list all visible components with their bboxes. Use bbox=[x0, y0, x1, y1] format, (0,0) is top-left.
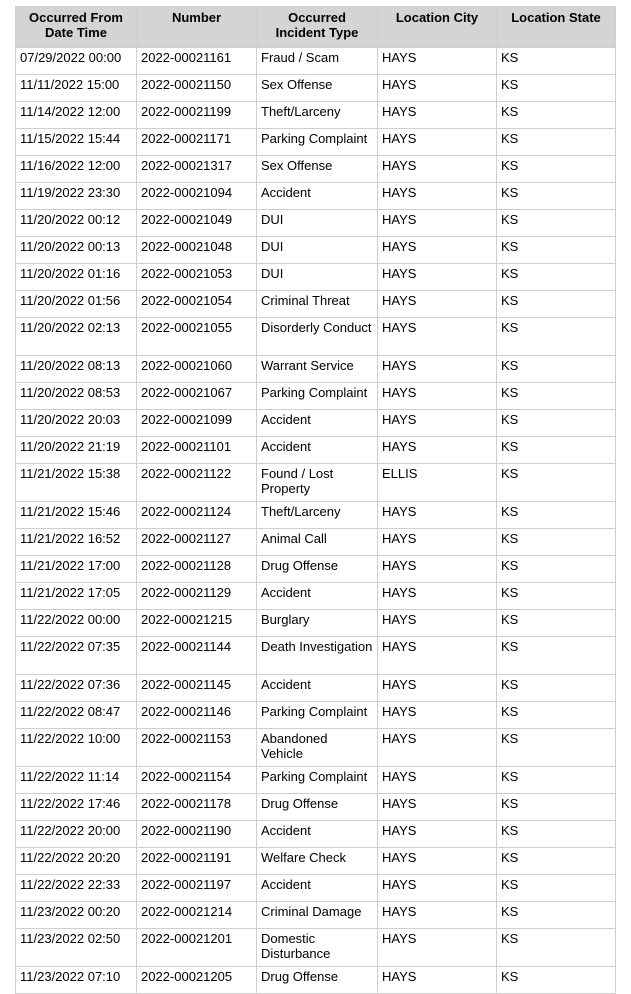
cell-location-state: KS bbox=[497, 210, 616, 237]
cell-location-state: KS bbox=[497, 556, 616, 583]
cell-incident-type: Accident bbox=[257, 821, 378, 848]
cell-number: 2022-00021214 bbox=[137, 902, 257, 929]
cell-number: 2022-00021067 bbox=[137, 383, 257, 410]
cell-location-city: HAYS bbox=[378, 767, 497, 794]
cell-number: 2022-00021127 bbox=[137, 529, 257, 556]
table-row bbox=[16, 767, 616, 794]
cell-location-state: KS bbox=[497, 502, 616, 529]
cell-location-state: KS bbox=[497, 129, 616, 156]
cell-date-time: 11/20/2022 01:16 bbox=[16, 264, 137, 291]
table-row bbox=[16, 875, 616, 902]
cell-number: 2022-00021205 bbox=[137, 967, 257, 994]
cell-location-city: HAYS bbox=[378, 318, 497, 356]
table-row bbox=[16, 237, 616, 264]
cell-location-state: KS bbox=[497, 848, 616, 875]
table-row bbox=[16, 318, 616, 356]
cell-number: 2022-00021199 bbox=[137, 102, 257, 129]
cell-number: 2022-00021054 bbox=[137, 291, 257, 318]
cell-number: 2022-00021099 bbox=[137, 410, 257, 437]
cell-location-city: HAYS bbox=[378, 729, 497, 767]
cell-number: 2022-00021128 bbox=[137, 556, 257, 583]
cell-date-time: 07/29/2022 00:00 bbox=[16, 48, 137, 75]
cell-location-state: KS bbox=[497, 767, 616, 794]
cell-location-city: HAYS bbox=[378, 675, 497, 702]
table-row bbox=[16, 556, 616, 583]
table-row bbox=[16, 183, 616, 210]
table-row bbox=[16, 637, 616, 675]
cell-incident-type: Accident bbox=[257, 183, 378, 210]
cell-location-state: KS bbox=[497, 637, 616, 675]
cell-number: 2022-00021150 bbox=[137, 75, 257, 102]
cell-incident-type: Drug Offense bbox=[257, 967, 378, 994]
table-row bbox=[16, 902, 616, 929]
cell-number: 2022-00021094 bbox=[137, 183, 257, 210]
cell-location-state: KS bbox=[497, 464, 616, 502]
table-row bbox=[16, 129, 616, 156]
cell-location-state: KS bbox=[497, 291, 616, 318]
cell-location-city: HAYS bbox=[378, 264, 497, 291]
cell-number: 2022-00021191 bbox=[137, 848, 257, 875]
cell-date-time: 11/21/2022 16:52 bbox=[16, 529, 137, 556]
cell-number: 2022-00021190 bbox=[137, 821, 257, 848]
cell-date-time: 11/22/2022 22:33 bbox=[16, 875, 137, 902]
cell-location-state: KS bbox=[497, 183, 616, 210]
cell-location-state: KS bbox=[497, 410, 616, 437]
table-row bbox=[16, 291, 616, 318]
cell-date-time: 11/22/2022 11:14 bbox=[16, 767, 137, 794]
cell-date-time: 11/16/2022 12:00 bbox=[16, 156, 137, 183]
cell-location-city: HAYS bbox=[378, 702, 497, 729]
header-occurred-incident-type bbox=[257, 7, 378, 48]
cell-date-time: 11/20/2022 20:03 bbox=[16, 410, 137, 437]
table-row bbox=[16, 102, 616, 129]
header-location-city bbox=[378, 7, 497, 48]
cell-location-city: HAYS bbox=[378, 556, 497, 583]
table-row bbox=[16, 729, 616, 767]
table-row bbox=[16, 437, 616, 464]
cell-incident-type: Parking Complaint bbox=[257, 129, 378, 156]
cell-location-city: HAYS bbox=[378, 875, 497, 902]
cell-date-time: 11/20/2022 00:12 bbox=[16, 210, 137, 237]
cell-number: 2022-00021060 bbox=[137, 356, 257, 383]
cell-incident-type: Drug Offense bbox=[257, 794, 378, 821]
cell-location-state: KS bbox=[497, 929, 616, 967]
cell-number: 2022-00021145 bbox=[137, 675, 257, 702]
cell-date-time: 11/21/2022 15:38 bbox=[16, 464, 137, 502]
cell-location-state: KS bbox=[497, 48, 616, 75]
cell-number: 2022-00021171 bbox=[137, 129, 257, 156]
header-line: Location City bbox=[395, 10, 479, 25]
cell-number: 2022-00021178 bbox=[137, 794, 257, 821]
cell-incident-type: Found / Lost Property bbox=[257, 464, 378, 502]
cell-location-city: HAYS bbox=[378, 583, 497, 610]
header-occurred-from-date-time bbox=[16, 7, 137, 48]
cell-location-state: KS bbox=[497, 529, 616, 556]
cell-date-time: 11/23/2022 00:20 bbox=[16, 902, 137, 929]
cell-incident-type: Accident bbox=[257, 583, 378, 610]
cell-location-state: KS bbox=[497, 156, 616, 183]
cell-location-state: KS bbox=[497, 821, 616, 848]
cell-location-city: HAYS bbox=[378, 610, 497, 637]
cell-date-time: 11/21/2022 17:05 bbox=[16, 583, 137, 610]
cell-incident-type: Animal Call bbox=[257, 529, 378, 556]
cell-location-city: HAYS bbox=[378, 102, 497, 129]
cell-incident-type: Drug Offense bbox=[257, 556, 378, 583]
cell-incident-type: Criminal Damage bbox=[257, 902, 378, 929]
cell-location-city: HAYS bbox=[378, 183, 497, 210]
cell-number: 2022-00021215 bbox=[137, 610, 257, 637]
cell-location-state: KS bbox=[497, 702, 616, 729]
cell-location-city: HAYS bbox=[378, 794, 497, 821]
cell-date-time: 11/15/2022 15:44 bbox=[16, 129, 137, 156]
cell-date-time: 11/19/2022 23:30 bbox=[16, 183, 137, 210]
cell-location-state: KS bbox=[497, 437, 616, 464]
cell-incident-type: Fraud / Scam bbox=[257, 48, 378, 75]
cell-date-time: 11/14/2022 12:00 bbox=[16, 102, 137, 129]
cell-date-time: 11/20/2022 08:53 bbox=[16, 383, 137, 410]
cell-location-state: KS bbox=[497, 610, 616, 637]
cell-incident-type: Theft/Larceny bbox=[257, 502, 378, 529]
table-row bbox=[16, 529, 616, 556]
cell-date-time: 11/23/2022 07:10 bbox=[16, 967, 137, 994]
table-row bbox=[16, 583, 616, 610]
table-row bbox=[16, 264, 616, 291]
cell-date-time: 11/22/2022 08:47 bbox=[16, 702, 137, 729]
table-row bbox=[16, 464, 616, 502]
cell-location-city: HAYS bbox=[378, 129, 497, 156]
cell-incident-type: Parking Complaint bbox=[257, 767, 378, 794]
cell-date-time: 11/22/2022 10:00 bbox=[16, 729, 137, 767]
table-body bbox=[16, 48, 616, 994]
cell-incident-type: Sex Offense bbox=[257, 75, 378, 102]
cell-number: 2022-00021101 bbox=[137, 437, 257, 464]
cell-number: 2022-00021201 bbox=[137, 929, 257, 967]
cell-number: 2022-00021153 bbox=[137, 729, 257, 767]
cell-number: 2022-00021317 bbox=[137, 156, 257, 183]
cell-incident-type: Burglary bbox=[257, 610, 378, 637]
cell-date-time: 11/11/2022 15:00 bbox=[16, 75, 137, 102]
cell-incident-type: Accident bbox=[257, 437, 378, 464]
incident-report-table bbox=[15, 6, 616, 994]
cell-location-state: KS bbox=[497, 902, 616, 929]
cell-location-city: HAYS bbox=[378, 237, 497, 264]
cell-incident-type: Accident bbox=[257, 410, 378, 437]
cell-location-state: KS bbox=[497, 356, 616, 383]
table-row bbox=[16, 675, 616, 702]
table-row bbox=[16, 383, 616, 410]
cell-date-time: 11/22/2022 20:20 bbox=[16, 848, 137, 875]
cell-location-city: HAYS bbox=[378, 529, 497, 556]
cell-date-time: 11/22/2022 00:00 bbox=[16, 610, 137, 637]
header-line: Occurred From bbox=[29, 10, 123, 25]
cell-location-city: HAYS bbox=[378, 502, 497, 529]
cell-location-city: HAYS bbox=[378, 637, 497, 675]
cell-incident-type: Parking Complaint bbox=[257, 383, 378, 410]
cell-location-city: HAYS bbox=[378, 902, 497, 929]
cell-number: 2022-00021053 bbox=[137, 264, 257, 291]
cell-incident-type: Warrant Service bbox=[257, 356, 378, 383]
cell-incident-type: DUI bbox=[257, 237, 378, 264]
cell-location-city: HAYS bbox=[378, 383, 497, 410]
cell-location-state: KS bbox=[497, 75, 616, 102]
table-row bbox=[16, 929, 616, 967]
cell-number: 2022-00021124 bbox=[137, 502, 257, 529]
table-row bbox=[16, 210, 616, 237]
table-row bbox=[16, 502, 616, 529]
cell-location-city: HAYS bbox=[378, 210, 497, 237]
cell-location-city: HAYS bbox=[378, 967, 497, 994]
cell-date-time: 11/20/2022 01:56 bbox=[16, 291, 137, 318]
table-row bbox=[16, 610, 616, 637]
cell-date-time: 11/20/2022 02:13 bbox=[16, 318, 137, 356]
cell-date-time: 11/22/2022 07:36 bbox=[16, 675, 137, 702]
cell-date-time: 11/20/2022 00:13 bbox=[16, 237, 137, 264]
cell-incident-type: DUI bbox=[257, 264, 378, 291]
cell-incident-type: Accident bbox=[257, 675, 378, 702]
table-row bbox=[16, 794, 616, 821]
cell-date-time: 11/20/2022 21:19 bbox=[16, 437, 137, 464]
cell-incident-type: Abandoned Vehicle bbox=[257, 729, 378, 767]
cell-location-city: HAYS bbox=[378, 929, 497, 967]
header-number bbox=[137, 7, 257, 48]
cell-number: 2022-00021048 bbox=[137, 237, 257, 264]
table-row bbox=[16, 48, 616, 75]
header-line: Incident Type bbox=[275, 25, 359, 40]
cell-location-state: KS bbox=[497, 318, 616, 356]
cell-location-state: KS bbox=[497, 794, 616, 821]
cell-incident-type: Sex Offense bbox=[257, 156, 378, 183]
cell-incident-type: Disorderly Conduct bbox=[257, 318, 378, 356]
header-line: Occurred bbox=[288, 10, 346, 25]
cell-location-state: KS bbox=[497, 729, 616, 767]
cell-date-time: 11/20/2022 08:13 bbox=[16, 356, 137, 383]
cell-date-time: 11/23/2022 02:50 bbox=[16, 929, 137, 967]
cell-location-state: KS bbox=[497, 102, 616, 129]
header-line: Number bbox=[171, 10, 222, 25]
cell-number: 2022-00021055 bbox=[137, 318, 257, 356]
header-row bbox=[16, 7, 616, 48]
table-row bbox=[16, 356, 616, 383]
cell-incident-type: Domestic Disturbance bbox=[257, 929, 378, 967]
table-row bbox=[16, 821, 616, 848]
cell-number: 2022-00021197 bbox=[137, 875, 257, 902]
cell-location-city: HAYS bbox=[378, 156, 497, 183]
cell-number: 2022-00021154 bbox=[137, 767, 257, 794]
cell-location-city: HAYS bbox=[378, 356, 497, 383]
cell-incident-type: Death Investigation bbox=[257, 637, 378, 675]
cell-incident-type: Criminal Threat bbox=[257, 291, 378, 318]
cell-number: 2022-00021049 bbox=[137, 210, 257, 237]
cell-number: 2022-00021122 bbox=[137, 464, 257, 502]
cell-date-time: 11/22/2022 17:46 bbox=[16, 794, 137, 821]
table-row bbox=[16, 410, 616, 437]
cell-location-state: KS bbox=[497, 675, 616, 702]
cell-incident-type: DUI bbox=[257, 210, 378, 237]
table-row bbox=[16, 702, 616, 729]
cell-location-city: HAYS bbox=[378, 291, 497, 318]
table-row bbox=[16, 156, 616, 183]
cell-date-time: 11/21/2022 17:00 bbox=[16, 556, 137, 583]
cell-location-city: ELLIS bbox=[378, 464, 497, 502]
cell-location-city: HAYS bbox=[378, 75, 497, 102]
cell-number: 2022-00021161 bbox=[137, 48, 257, 75]
cell-location-state: KS bbox=[497, 237, 616, 264]
table-row bbox=[16, 75, 616, 102]
header-location-state bbox=[497, 7, 616, 48]
cell-date-time: 11/21/2022 15:46 bbox=[16, 502, 137, 529]
cell-location-state: KS bbox=[497, 583, 616, 610]
cell-number: 2022-00021144 bbox=[137, 637, 257, 675]
cell-incident-type: Welfare Check bbox=[257, 848, 378, 875]
cell-location-city: HAYS bbox=[378, 437, 497, 464]
cell-location-state: KS bbox=[497, 383, 616, 410]
cell-incident-type: Accident bbox=[257, 875, 378, 902]
header-line: Date Time bbox=[45, 25, 107, 40]
cell-date-time: 11/22/2022 20:00 bbox=[16, 821, 137, 848]
cell-location-state: KS bbox=[497, 875, 616, 902]
cell-location-state: KS bbox=[497, 967, 616, 994]
cell-location-city: HAYS bbox=[378, 48, 497, 75]
cell-number: 2022-00021129 bbox=[137, 583, 257, 610]
cell-location-city: HAYS bbox=[378, 848, 497, 875]
cell-incident-type: Parking Complaint bbox=[257, 702, 378, 729]
cell-number: 2022-00021146 bbox=[137, 702, 257, 729]
cell-location-city: HAYS bbox=[378, 410, 497, 437]
table-row bbox=[16, 848, 616, 875]
header-line: Location State bbox=[511, 10, 601, 25]
cell-location-city: HAYS bbox=[378, 821, 497, 848]
cell-date-time: 11/22/2022 07:35 bbox=[16, 637, 137, 675]
cell-location-state: KS bbox=[497, 264, 616, 291]
cell-incident-type: Theft/Larceny bbox=[257, 102, 378, 129]
